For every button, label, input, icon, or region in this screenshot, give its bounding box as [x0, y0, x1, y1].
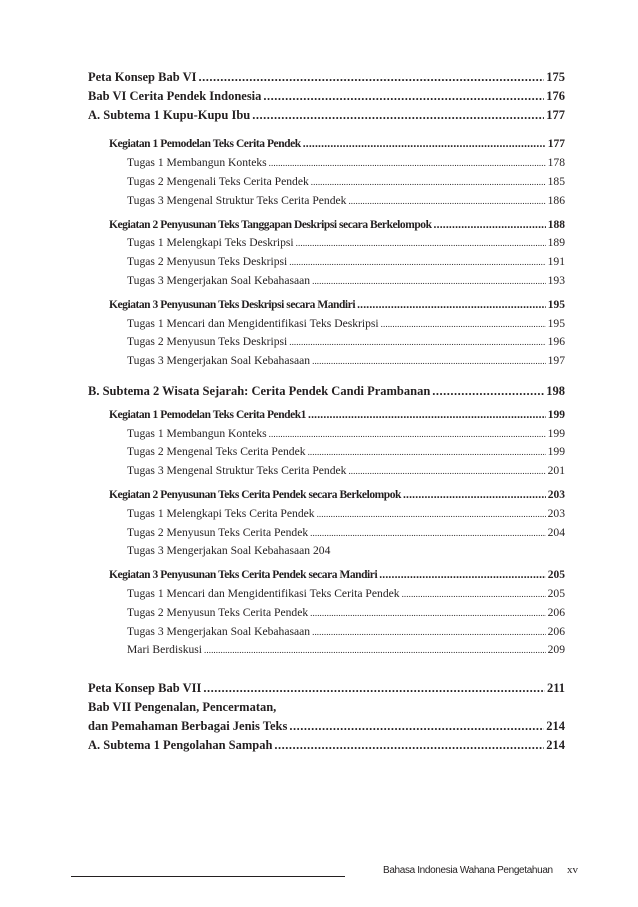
toc-entry: [88, 173, 565, 192]
toc-entry: [88, 68, 565, 87]
toc-leader-dots: [434, 216, 546, 235]
toc-entry-label: Kegiatan 2 Penyusunan Teks Tanggapan Deskripsi secara Berkelompok: [109, 218, 432, 231]
toc-entry: [88, 216, 565, 235]
toc-entry-label: Tugas 3 Mengerjakan Soal Kebahasaan: [127, 624, 311, 638]
toc-entry: [88, 641, 565, 660]
toc-leader-dots: [348, 192, 545, 211]
toc-entry-page: 185: [547, 174, 565, 188]
toc-leader-dots: [308, 443, 546, 462]
toc-leader-dots: [269, 425, 546, 444]
toc-leader-dots: [203, 679, 545, 698]
toc-entry-page: 195: [547, 298, 565, 311]
toc-entry-label: Tugas 1 Mencari dan Mengidentifikasi Teks Cerita Pendek: [127, 586, 400, 600]
toc-entry-page: 193: [547, 273, 565, 287]
toc-entry-page: 204: [547, 525, 565, 539]
toc-entry-page: 195: [547, 316, 565, 330]
toc-entry-label: dan Pemahaman Berbagai Jenis Teks: [88, 718, 288, 733]
toc-leader-dots: [310, 524, 545, 543]
toc-entry-label: Tugas 1 Melengkapi Teks Deskripsi: [127, 236, 294, 250]
toc-leader-dots: [402, 585, 546, 604]
toc-leader-dots: [289, 253, 545, 272]
toc-entry-label: Tugas 1 Membangun Konteks: [127, 426, 267, 440]
toc-entry-page: 205: [547, 569, 565, 582]
toc-leader-dots: [312, 623, 546, 642]
toc-entry-label: Tugas 1 Membangun Konteks: [127, 156, 267, 170]
toc-leader-dots: [198, 68, 544, 87]
toc-entry-page: 197: [547, 354, 565, 368]
toc-leader-dots: [312, 352, 546, 371]
table-of-contents: [88, 68, 565, 754]
toc-entry: [88, 486, 565, 505]
toc-entry-label: A. Subtema 1 Kupu-Kupu Ibu: [88, 107, 251, 122]
toc-entry: [88, 443, 565, 462]
toc-leader-dots: [252, 106, 544, 125]
toc-entry-label: B. Subtema 2 Wisata Sejarah: Cerita Pendek Candi Prambanan: [88, 383, 431, 398]
toc-entry-page: 199: [547, 445, 565, 459]
toc-entry-label: Peta Konsep Bab VII: [88, 681, 202, 696]
toc-entry-label: Tugas 2 Menyusun Teks Cerita Pendek: [127, 525, 309, 539]
toc-leader-dots: [296, 234, 546, 253]
toc-entry: [88, 566, 565, 585]
toc-entry: [88, 333, 565, 352]
toc-entry-page: 177: [547, 138, 565, 151]
toc-entry: [88, 505, 565, 524]
toc-entry: [88, 542, 565, 561]
toc-entry-label: Tugas 2 Menyusun Teks Cerita Pendek: [127, 605, 309, 619]
toc-entry-page: 189: [547, 236, 565, 250]
toc-entry: [88, 717, 565, 736]
toc-entry-label: Bab VI Cerita Pendek Indonesia: [88, 88, 262, 103]
toc-entry-page: 203: [547, 506, 565, 520]
toc-entry-label: A. Subtema 1 Pengolahan Sampah: [88, 737, 273, 752]
toc-entry-page: 206: [547, 605, 565, 619]
toc-entry: [88, 87, 565, 106]
toc-entry: [88, 524, 565, 543]
toc-entry-label: Tugas 2 Mengenali Teks Cerita Pendek: [127, 174, 309, 188]
toc-entry-label: Kegiatan 2 Penyusunan Teks Cerita Pendek secara Berkelompok: [109, 488, 401, 501]
toc-leader-dots: [303, 135, 546, 154]
toc-entry-label: Tugas 3 Mengerjakan Soal Kebahasaan: [127, 354, 311, 368]
toc-entry-label: Tugas 1 Melengkapi Teks Cerita Pendek: [127, 506, 315, 520]
footer-book-title: Bahasa Indonesia Wahana Pengetahuan: [383, 865, 553, 876]
toc-leader-dots: [403, 486, 546, 505]
toc-entry-label: Tugas 1 Mencari dan Mengidentifikasi Teks Deskripsi: [127, 316, 379, 330]
toc-entry: [88, 462, 565, 481]
toc-entry-page: 178: [547, 156, 565, 170]
toc-entry: [88, 679, 565, 698]
toc-entry-label: Bab VII Pengenalan, Pencermatan,: [88, 699, 277, 714]
toc-entry: [88, 135, 565, 154]
toc-entry-page: 186: [547, 193, 565, 207]
toc-entry: [88, 253, 565, 272]
toc-leader-dots: [289, 333, 545, 352]
toc-entry-page: 206: [547, 624, 565, 638]
toc-leader-dots: [289, 717, 544, 736]
toc-entry: [88, 382, 565, 401]
toc-entry: [88, 736, 565, 755]
toc-entry: [88, 234, 565, 253]
toc-entry-page: 205: [547, 586, 565, 600]
toc-entry-label: Tugas 3 Mengerjakan Soal Kebahasaan: [127, 273, 311, 287]
toc-entry-label: Kegiatan 1 Pemodelan Teks Cerita Pendek: [109, 138, 301, 151]
toc-leader-dots: [348, 462, 545, 481]
toc-leader-dots: [379, 566, 546, 585]
toc-entry-label: Mari Berdiskusi: [127, 643, 203, 657]
toc-entry-label: Kegiatan 3 Penyusunan Teks Deskripsi secara Mandiri: [109, 298, 356, 311]
toc-leader-dots: [381, 315, 546, 334]
toc-entry-label: Tugas 2 Mengenal Teks Cerita Pendek: [127, 445, 306, 459]
toc-entry: [88, 352, 565, 371]
toc-leader-dots: [357, 296, 546, 315]
toc-entry-page: 176: [546, 88, 565, 103]
toc-entry: [88, 698, 565, 717]
toc-entry: [88, 406, 565, 425]
toc-leader-dots: [263, 87, 544, 106]
toc-entry-page: 199: [547, 408, 565, 421]
toc-entry-page: 214: [546, 718, 565, 733]
toc-leader-dots: [310, 604, 545, 623]
footer-rule: [71, 876, 345, 877]
toc-entry-page: 191: [547, 255, 565, 269]
toc-entry: [88, 192, 565, 211]
toc-entry-page: 211: [546, 681, 565, 696]
toc-entry-label: Tugas 3 Mengenal Struktur Teks Cerita Pendek: [127, 464, 347, 478]
toc-entry: [88, 604, 565, 623]
toc-entry-page: 203: [547, 488, 565, 501]
toc-leader-dots: [312, 272, 546, 291]
toc-leader-dots: [432, 382, 544, 401]
toc-entry-label: Kegiatan 3 Penyusunan Teks Cerita Pendek secara Mandiri: [109, 569, 378, 582]
toc-entry-label: Tugas 2 Menyusun Teks Deskripsi: [127, 255, 288, 269]
toc-entry-page: 209: [547, 643, 565, 657]
toc-leader-dots: [274, 736, 544, 755]
toc-entry-label: Tugas 3 Mengenal Struktur Teks Cerita Pendek: [127, 193, 347, 207]
toc-leader-dots: [269, 154, 546, 173]
toc-entry: [88, 425, 565, 444]
toc-entry-page: 196: [547, 335, 565, 349]
toc-entry-page: 175: [546, 70, 565, 84]
toc-entry-label: Peta Konsep Bab VI: [88, 70, 197, 84]
toc-leader-dots: [308, 406, 546, 425]
toc-entry-label: Kegiatan 1 Pemodelan Teks Cerita Pendek1: [109, 408, 306, 421]
toc-entry-page: 201: [547, 464, 565, 478]
toc-entry: [88, 585, 565, 604]
toc-leader-dots: [204, 641, 546, 660]
toc-entry: [88, 315, 565, 334]
toc-leader-dots: [317, 505, 546, 524]
toc-entry-label: Tugas 2 Menyusun Teks Deskripsi: [127, 335, 288, 349]
footer-page-number: xv: [567, 864, 578, 876]
toc-entry: [88, 623, 565, 642]
toc-entry-page: 199: [547, 426, 565, 440]
toc-entry-page: 214: [546, 737, 565, 752]
toc-entry: [88, 154, 565, 173]
toc-entry: [88, 272, 565, 291]
toc-entry: [88, 106, 565, 125]
toc-leader-dots: [311, 173, 546, 192]
toc-entry-page: 188: [547, 218, 565, 231]
toc-entry-label: Tugas 3 Mengerjakan Soal Kebahasaan 204: [127, 544, 331, 558]
toc-entry-page: 198: [546, 383, 565, 398]
toc-entry: [88, 296, 565, 315]
toc-entry-page: 177: [546, 107, 565, 122]
